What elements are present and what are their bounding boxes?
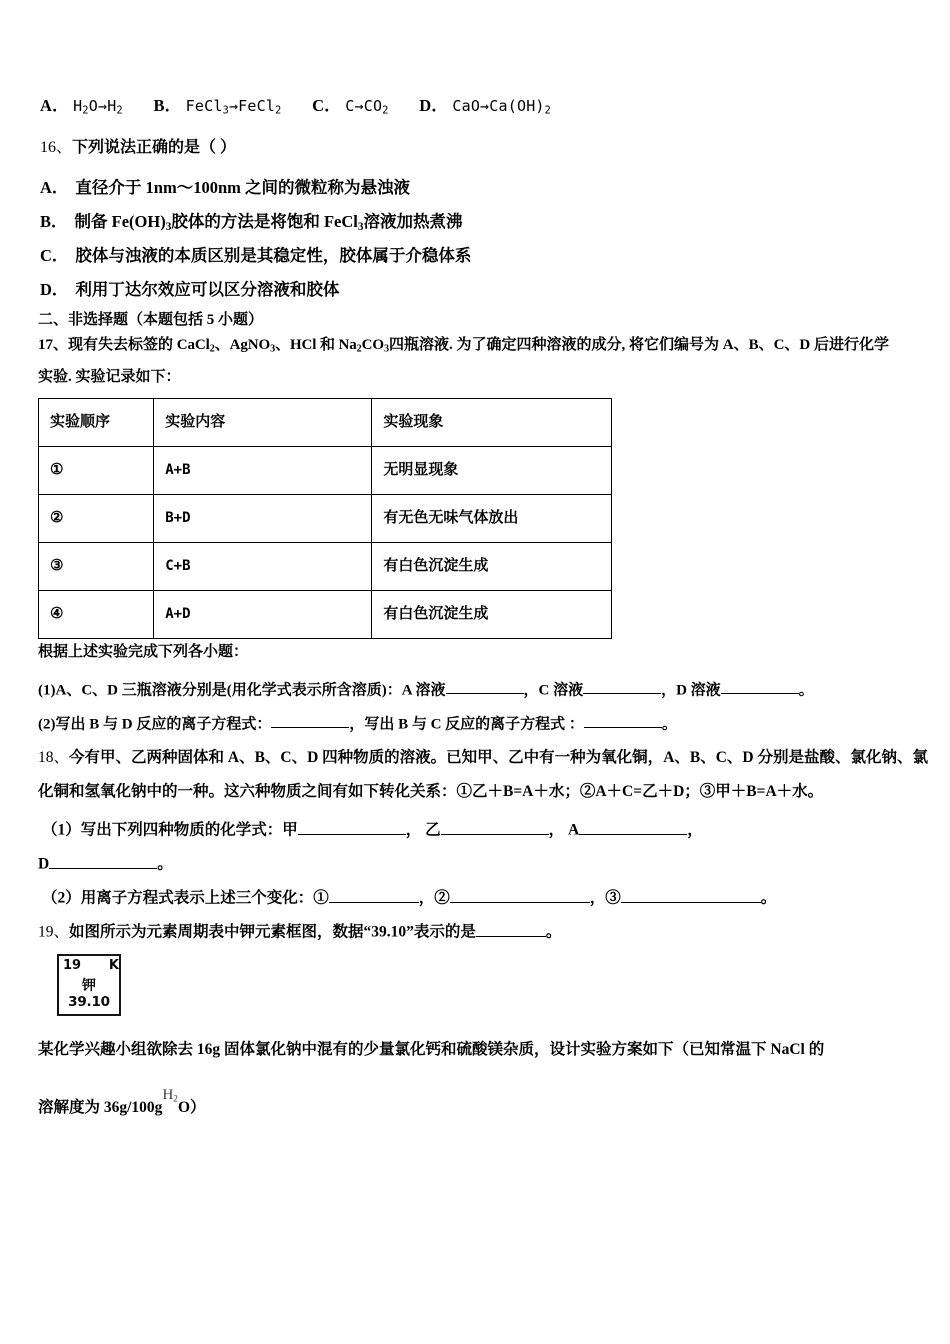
cell-order: ③ (39, 543, 154, 591)
question-18-line-1 (38, 750, 928, 766)
question-16-option-d (40, 282, 339, 299)
question-17-text-b: 四瓶溶液. 为了确定四种溶液的成分, 将它们编号为 A、B、C、D 后进行化学 (388, 337, 889, 353)
question-17-number: 17、 (38, 337, 69, 353)
question-17-prompt: 根据上述实验完成下列各小题： (38, 644, 249, 660)
blank-field[interactable] (329, 887, 419, 903)
sub-2-text-a: (2)写出 B 与 D 反应的离子方程式： (38, 716, 272, 733)
question-17-text-a: 现有失去标签的 (68, 337, 177, 353)
sub-2-text-c: ，③ (589, 889, 621, 907)
cell-phenomenon: 有无色无味气体放出 (372, 495, 612, 543)
question-18-number: 18、 (38, 749, 70, 766)
element-atomic-mass: 39.10 (68, 994, 110, 1010)
blank-field[interactable] (721, 679, 799, 694)
table-row (39, 447, 612, 495)
cell-phenomenon: 有白色沉淀生成 (372, 543, 612, 591)
cell-phenomenon: 无明显现象 (372, 447, 612, 495)
question-17-formulas: CaCl$_2$、AgNO$_3$、HCl 和 $Na_2CO_3$ (176, 337, 389, 355)
question-19-text-a: 如图所示为元素周期表中钾元素框图，数据“39.10”表示的是 (69, 923, 476, 941)
sub-1-text-d: 。 (798, 682, 814, 699)
tail-text-b: O） (177, 1099, 206, 1116)
table-header-order: 实验顺序 (39, 399, 154, 447)
element-symbol: K (108, 958, 119, 973)
option-a-formula: $H_2O\to H_2$ (73, 97, 123, 117)
cell-content: A+D (154, 591, 372, 639)
blank-field[interactable] (49, 853, 157, 869)
tail-paragraph-line-2 (38, 1087, 206, 1118)
question-16-number: 16、 (40, 139, 73, 156)
option-b-formula: FeCl$_3$→FeCl$_2$ (185, 97, 282, 117)
cell-content: B+D (154, 495, 372, 543)
option-label: B． (40, 212, 68, 231)
blank-field[interactable] (579, 819, 687, 835)
section-2-heading: 二、非选择题（本题包括 5 小题） (38, 312, 264, 328)
option-c-formula: $C\to CO_2$ (345, 97, 389, 117)
sub-1-text-b: ， 乙 (405, 821, 441, 839)
option-d-label: D． (419, 96, 449, 115)
question-19-number: 19、 (38, 923, 70, 941)
option-text: 利用丁达尔效应可以区分溶液和胶体 (75, 280, 340, 299)
sub-1-text-b: ，C 溶液 (523, 682, 584, 699)
table-row (39, 543, 612, 591)
sub-1-text-d: ， (687, 821, 703, 839)
question-16-option-a (40, 180, 410, 197)
question-16-text: 下列说法正确的是（ ） (72, 139, 237, 156)
cell-order: ② (39, 495, 154, 543)
question-19-line-1 (38, 921, 561, 940)
cell-order: ① (39, 447, 154, 495)
question-16-option-c (40, 248, 471, 265)
tail-text-a: 溶解度为 36g/100g (38, 1099, 163, 1116)
sub-1-line2-text-a: D (38, 855, 50, 873)
blank-field[interactable] (271, 713, 349, 728)
element-box-top-row (63, 958, 119, 973)
cell-order: ④ (39, 591, 154, 639)
blank-field[interactable] (476, 921, 546, 937)
option-text: 直径介于 1nm～100nm 之间的微粒称为悬浊液 (75, 178, 411, 197)
blank-field[interactable] (621, 887, 761, 903)
blank-field[interactable] (583, 679, 661, 694)
sub-2-text-b: ，写出 B 与 C 反应的离子方程式 ： (349, 716, 584, 733)
cell-content: C+B (154, 543, 372, 591)
option-a-label: A． (40, 96, 69, 115)
option-c-label: C． (312, 96, 341, 115)
sub-2-text-d: 。 (760, 889, 777, 907)
blank-field[interactable] (298, 819, 406, 835)
experiment-record-table (38, 398, 612, 639)
question-18-sub-1-continued (38, 853, 173, 872)
option-label: A． (40, 178, 69, 197)
tail-paragraph-line-1: 某化学兴趣小组欲除去 16g 固体氯化钠中混有的少量氯化钙和硫酸镁杂质，设计实验方案如下（已知常温下 NaCl 的 (38, 1041, 825, 1058)
blank-field[interactable] (584, 713, 662, 728)
sub-2-text-c: 。 (661, 716, 677, 733)
sub-1-text-c: ， A (548, 821, 580, 839)
question-19-text-b: 。 (545, 923, 562, 941)
option-d-formula: $CaO\to Ca(OH)_2$ (452, 97, 552, 117)
option-label: C． (40, 246, 69, 265)
question-18-text: 今有甲、乙两种固体和 A、B、C、D 四种物质的溶液。已知甲、乙中有一种为氧化铜，A、B、C、D 分别是盐酸、氯化钠、氯 (69, 749, 928, 766)
question-16-option-b (40, 214, 462, 233)
sub-1-text-a: (1)A、C、D 三瓶溶液分别是(用化学式表示所含溶质)：A 溶液 (38, 682, 446, 699)
option-label: D． (40, 280, 69, 299)
table-header-phenomenon: 实验现象 (372, 399, 612, 447)
sub-2-text-b: ，② (418, 889, 450, 907)
option-text: 胶体与浊液的本质区别是其稳定性，胶体属于介稳体系 (75, 246, 472, 265)
top-options-row (40, 98, 551, 117)
table-header-row (39, 399, 612, 447)
blank-field[interactable] (441, 819, 549, 835)
sub-1-text-a: （1）写出下列四种物质的化学式：甲 (42, 821, 298, 839)
question-18-sub-1 (42, 819, 703, 838)
option-text: 制备 $Fe(OH)_3$胶体的方法是将饱和 FeCl$_3$溶液加热煮沸 (74, 212, 463, 233)
table-row (39, 591, 612, 639)
question-18-sub-2 (42, 887, 776, 906)
sub-2-text-a: （2）用离子方程式表示上述三个变化：① (42, 889, 329, 907)
question-17-sub-1 (38, 679, 814, 698)
element-chinese-name: 钾 (82, 978, 96, 994)
option-b-label: B． (153, 96, 182, 115)
cell-content: A+B (154, 447, 372, 495)
blank-field[interactable] (446, 679, 524, 694)
table-header-content: 实验内容 (154, 399, 372, 447)
table-row (39, 495, 612, 543)
h2-superscript: $H_2$ (162, 1087, 178, 1105)
blank-field[interactable] (450, 887, 590, 903)
question-17-line-2: 实验. 实验记录如下： (38, 369, 181, 385)
potassium-element-box-image (57, 954, 121, 1016)
question-17-line-1 (38, 338, 889, 355)
sub-1-text-c: ，D 溶液 (661, 682, 721, 699)
question-17-sub-2 (38, 713, 677, 732)
question-16-stem (40, 140, 236, 156)
element-atomic-number: 19 (63, 958, 82, 973)
sub-1-line2-text-b: 。 (157, 855, 173, 873)
question-18-line-2: 化铜和氢氧化钠中的一种。这六种物质之间有如下转化关系：①乙＋B=A＋水；②A＋C=乙＋D；③甲＋B=A＋水。 (38, 783, 824, 800)
cell-phenomenon: 有白色沉淀生成 (372, 591, 612, 639)
